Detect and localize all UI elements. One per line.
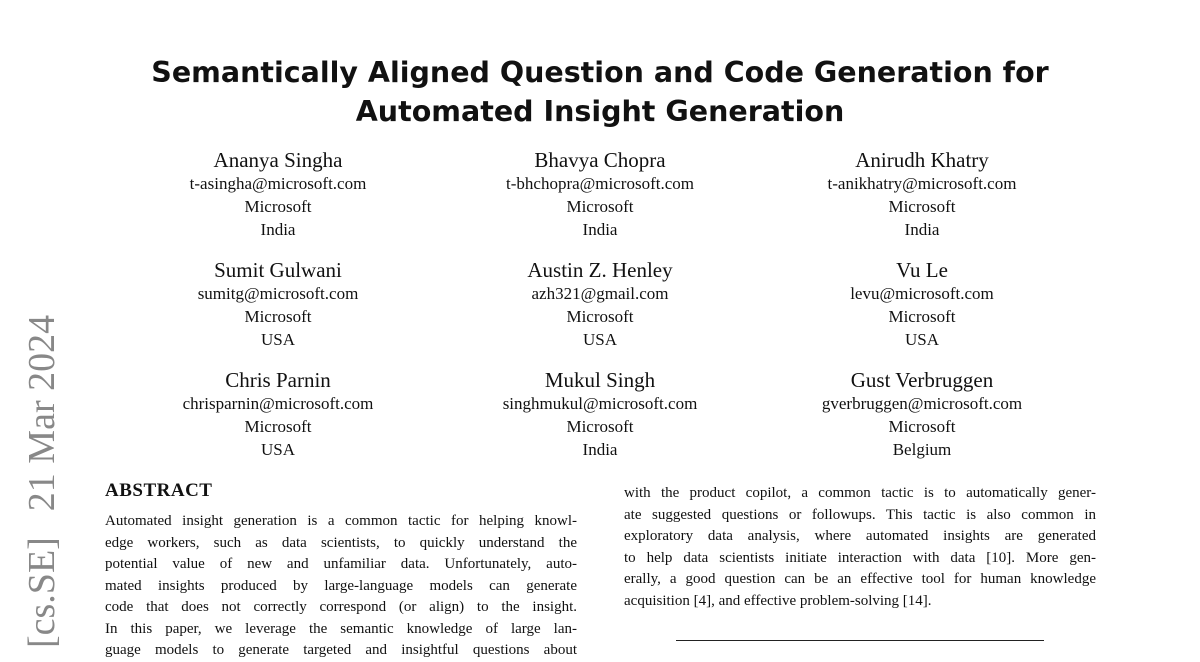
abstract-line: potential value of new and unfamiliar data. Unfortunately, auto-	[105, 556, 577, 572]
author-name: Anirudh Khatry	[855, 148, 989, 172]
author-country: USA	[582, 330, 617, 349]
arxiv-stamp	[20, 315, 64, 648]
author-email[interactable]: chrisparnin@microsoft.com	[182, 394, 374, 413]
title-line: Automated Insight Generation	[355, 95, 845, 128]
author-name: Sumit Gulwani	[214, 258, 342, 282]
author-country: USA	[904, 330, 939, 349]
arxiv-date: 21 Mar 2024	[21, 314, 63, 512]
author-name: Mukul Singh	[544, 368, 656, 392]
author-email[interactable]: t-anikhatry@microsoft.com	[827, 174, 1017, 193]
abstract-heading: ABSTRACT	[105, 480, 213, 501]
author-affiliation: Microsoft	[566, 307, 634, 326]
author-affiliation: Microsoft	[244, 197, 312, 216]
author-email[interactable]: t-bhchopra@microsoft.com	[506, 174, 694, 193]
author-block	[430, 369, 770, 461]
author-block	[752, 259, 1092, 351]
author-country: India	[904, 220, 940, 239]
author-name: Bhavya Chopra	[534, 148, 666, 172]
arxiv-category: [cs.SE]	[21, 537, 63, 648]
author-affiliation: Microsoft	[888, 197, 956, 216]
author-email[interactable]: t-asingha@microsoft.com	[189, 174, 367, 193]
author-name: Chris Parnin	[225, 368, 331, 392]
author-affiliation: Microsoft	[566, 197, 634, 216]
paper-title	[0, 53, 1200, 131]
author-country: USA	[260, 330, 295, 349]
author-affiliation: Microsoft	[888, 307, 956, 326]
author-block	[108, 149, 448, 241]
abstract-line: guage models to generate targeted and insightful questions about	[105, 642, 577, 658]
author-email[interactable]: singhmukul@microsoft.com	[502, 394, 698, 413]
author-country: Belgium	[892, 440, 952, 459]
author-affiliation: Microsoft	[566, 417, 634, 436]
abstract-line: code that does not correctly correspond (or align) to the insight.	[105, 599, 577, 615]
intro-line: acquisition [4], and effective problem-solving [14].	[624, 592, 932, 609]
author-block	[430, 259, 770, 351]
abstract-line: edge workers, such as data scientists, to quickly understand the	[105, 534, 577, 551]
author-name: Austin Z. Henley	[527, 258, 673, 282]
author-affiliation: Microsoft	[244, 307, 312, 326]
intro-line: to help data scientists initiate interaction with data [10]. More gen-	[624, 549, 1096, 566]
author-block	[430, 149, 770, 241]
author-email[interactable]: azh321@gmail.com	[531, 284, 669, 303]
author-affiliation: Microsoft	[888, 417, 956, 436]
abstract-text	[105, 511, 577, 662]
author-country: India	[582, 220, 618, 239]
abstract-line: Automated insight generation is a common tactic for helping knowl-	[105, 513, 577, 529]
author-block	[108, 259, 448, 351]
author-country: India	[582, 440, 618, 459]
abstract-line: In this paper, we leverage the semantic knowledge of large lan-	[105, 620, 577, 637]
author-email[interactable]: gverbruggen@microsoft.com	[821, 394, 1023, 413]
author-affiliation: Microsoft	[244, 417, 312, 436]
abstract-line: mated insights produced by large-language models can generate	[105, 577, 577, 594]
author-block	[752, 369, 1092, 461]
intro-line: ate suggested questions or followups. This tactic is also common in	[624, 506, 1096, 523]
intro-line: erally, a good question can be an effective tool for human knowledge	[624, 571, 1096, 587]
author-name: Vu Le	[896, 258, 948, 282]
intro-text	[624, 483, 1096, 612]
author-block	[108, 369, 448, 461]
intro-line: exploratory data analysis, where automated insights are generated	[624, 528, 1096, 544]
author-country: India	[260, 220, 296, 239]
author-country: USA	[260, 440, 295, 459]
author-email[interactable]: sumitg@microsoft.com	[197, 284, 359, 303]
author-block	[752, 149, 1092, 241]
title-line: Semantically Aligned Question and Code Generation for	[151, 56, 1049, 89]
author-email[interactable]: levu@microsoft.com	[850, 284, 994, 303]
author-name: Ananya Singha	[213, 148, 343, 172]
footnote-rule	[676, 640, 1044, 641]
intro-line: with the product copilot, a common tactic is to automatically gener-	[624, 485, 1096, 501]
author-name: Gust Verbruggen	[850, 368, 994, 392]
